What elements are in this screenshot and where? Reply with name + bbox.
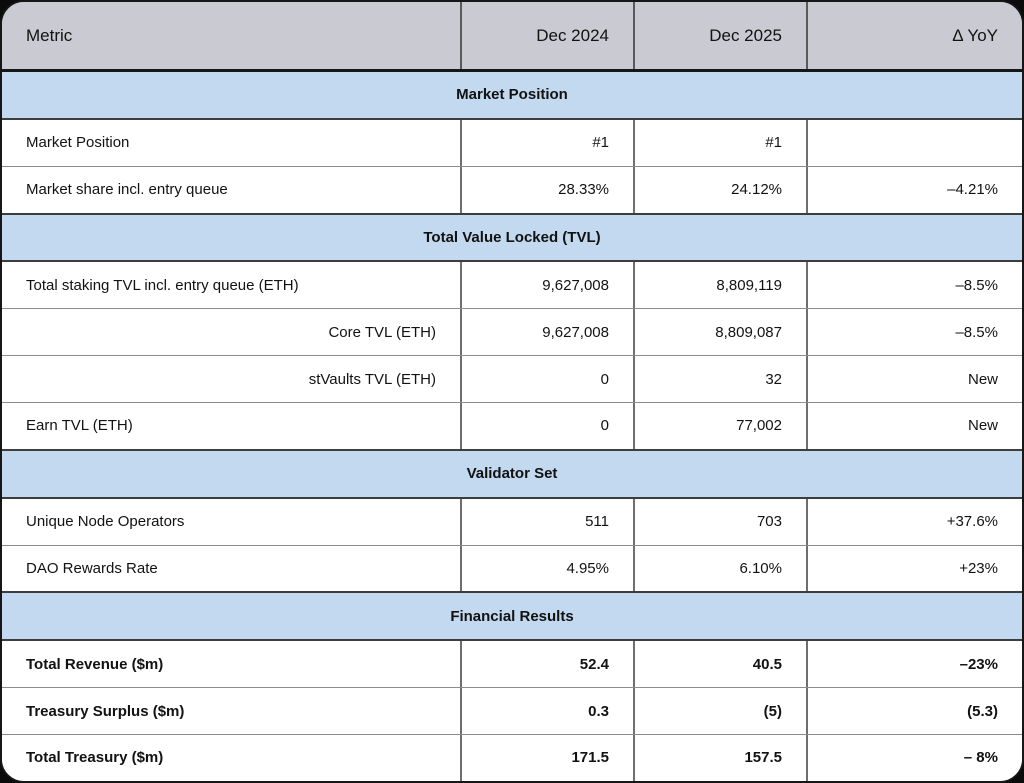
value-yoy: –8.5% bbox=[806, 262, 1022, 308]
table-row-total-revenue bbox=[2, 641, 1022, 687]
value-yoy: –23% bbox=[806, 641, 1022, 687]
value-yoy: –4.21% bbox=[806, 167, 1022, 213]
value-dec-2024: 0 bbox=[460, 403, 633, 449]
value-dec-2025: #1 bbox=[633, 120, 806, 166]
table-row-earn-tvl bbox=[2, 402, 1022, 449]
metric-label: Earn TVL (ETH) bbox=[26, 417, 133, 435]
value-dec-2025: 32 bbox=[633, 356, 806, 402]
value-dec-2025: 157.5 bbox=[633, 735, 806, 781]
table-row-total-staking-tvl bbox=[2, 262, 1022, 308]
table-row-total-treasury bbox=[2, 734, 1022, 781]
value-dec-2025: 703 bbox=[633, 499, 806, 545]
value-dec-2024: 28.33% bbox=[460, 167, 633, 213]
value-dec-2024: 9,627,008 bbox=[460, 262, 633, 308]
column-header-delta-yoy: Δ YoY bbox=[806, 2, 1022, 69]
table-row-dao-rewards-rate bbox=[2, 545, 1022, 592]
value-yoy: New bbox=[806, 356, 1022, 402]
metric-label: DAO Rewards Rate bbox=[26, 560, 158, 578]
table-row-core-tvl bbox=[2, 308, 1022, 355]
section-header-validator-set: Validator Set bbox=[2, 449, 1022, 499]
column-header-dec-2025: Dec 2025 bbox=[633, 2, 806, 69]
value-yoy: – 8% bbox=[806, 735, 1022, 781]
value-dec-2024: 4.95% bbox=[460, 546, 633, 592]
value-dec-2024: 0 bbox=[460, 356, 633, 402]
metric-label: Market share incl. entry queue bbox=[26, 181, 228, 199]
value-dec-2024: 171.5 bbox=[460, 735, 633, 781]
value-yoy: +23% bbox=[806, 546, 1022, 592]
column-header-dec-2024: Dec 2024 bbox=[460, 2, 633, 69]
value-yoy: New bbox=[806, 403, 1022, 449]
metric-label: Unique Node Operators bbox=[26, 513, 185, 531]
value-dec-2025: 6.10% bbox=[633, 546, 806, 592]
value-dec-2025: 8,809,087 bbox=[633, 309, 806, 355]
table-row-stvaults-tvl bbox=[2, 355, 1022, 402]
value-dec-2025: 40.5 bbox=[633, 641, 806, 687]
column-header-metric: Metric bbox=[26, 25, 73, 45]
metric-label: Total Treasury ($m) bbox=[26, 749, 164, 767]
value-yoy: +37.6% bbox=[806, 499, 1022, 545]
table-row-treasury-surplus bbox=[2, 687, 1022, 734]
value-dec-2024: 0.3 bbox=[460, 688, 633, 734]
section-header-tvl: Total Value Locked (TVL) bbox=[2, 213, 1022, 263]
metric-label: Total Revenue ($m) bbox=[26, 655, 164, 673]
value-dec-2024: 9,627,008 bbox=[460, 309, 633, 355]
value-dec-2025: 8,809,119 bbox=[633, 262, 806, 308]
metric-label: stVaults TVL (ETH) bbox=[308, 370, 436, 388]
table-row-market-share bbox=[2, 166, 1022, 213]
value-dec-2025: 24.12% bbox=[633, 167, 806, 213]
value-yoy: (5.3) bbox=[806, 688, 1022, 734]
table-header-row bbox=[2, 2, 1022, 72]
section-header-market-position: Market Position bbox=[2, 72, 1022, 120]
table-row-unique-node-operators bbox=[2, 499, 1022, 545]
value-dec-2024: 52.4 bbox=[460, 641, 633, 687]
value-yoy: –8.5% bbox=[806, 309, 1022, 355]
section-header-financial-results: Financial Results bbox=[2, 591, 1022, 641]
value-dec-2024: 511 bbox=[460, 499, 633, 545]
table-row-market-position bbox=[2, 120, 1022, 166]
value-dec-2024: #1 bbox=[460, 120, 633, 166]
value-dec-2025: 77,002 bbox=[633, 403, 806, 449]
metric-label: Core TVL (ETH) bbox=[328, 323, 436, 341]
metric-label: Total staking TVL incl. entry queue (ETH) bbox=[26, 276, 299, 294]
value-dec-2025: (5) bbox=[633, 688, 806, 734]
metric-label: Treasury Surplus ($m) bbox=[26, 702, 185, 720]
value-yoy bbox=[806, 120, 1022, 166]
metric-label: Market Position bbox=[26, 134, 130, 152]
